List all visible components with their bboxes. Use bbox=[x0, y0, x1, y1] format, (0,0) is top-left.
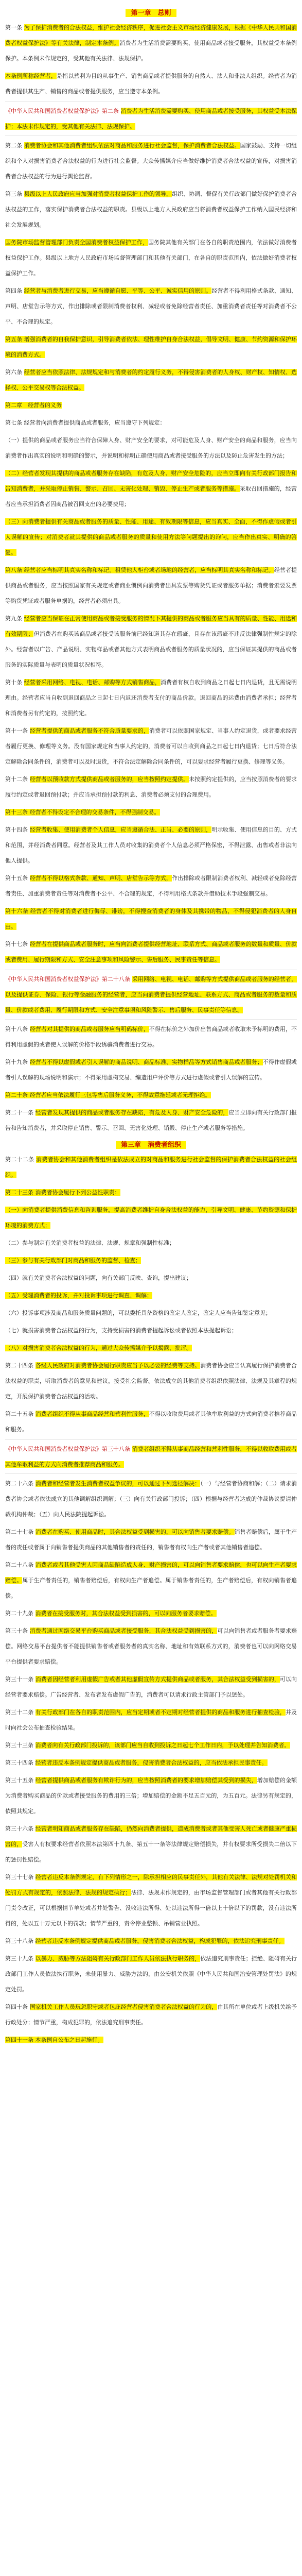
highlighted-text: 经营者应当依照法律、法规规定和与消费者的约定履行义务，不得侵害消费者的人身权、财产权、知情权、选择权、公平交易权等合法权益。 bbox=[5, 369, 297, 391]
paragraph bbox=[5, 466, 297, 512]
paragraph bbox=[5, 1999, 297, 2030]
paragraph-text: 经营者提供商品或者服务，应当按照国家有关规定或者商业惯例向消费者出具发票等购货凭证或者服务单据；消费者索要发票等购货凭证或者服务单据的，经营者必须出具。 bbox=[5, 567, 297, 604]
paragraph-text: 由其所在单位或者上级机关给予行政处分；情节严重，构成犯罪的，依法追究刑事责任。 bbox=[5, 2004, 297, 2026]
paragraph-text: 第二十七条 bbox=[5, 1529, 35, 1535]
paragraph-text: （四）就有关消费者合法权益的问题，向有关部门反映、查询，提出建议； bbox=[5, 1275, 192, 1281]
paragraph bbox=[5, 563, 297, 609]
paragraph bbox=[5, 1341, 297, 1356]
highlighted-text: 消费者向有关行政部门投诉的，该部门应当自收到投诉之日起七个工作日内，予以处理并告知消费者。 bbox=[35, 1742, 290, 1749]
highlighted-text: 经营者提供的商品或者服务不符合质量要求的， bbox=[29, 727, 149, 734]
highlighted-text: 国务院市场监督管理部门负责全国消费者权益保护工作， bbox=[5, 239, 148, 246]
paragraph bbox=[5, 1773, 297, 1819]
highlighted-text: 经营者发现其提供的商品或者服务存在缺陷，有危及人身、财产安全危险的， bbox=[35, 1109, 229, 1116]
highlighted-text: 第十六条 经营者不得对消费者进行侮辱、诽谤，不得搜查消费者的身体及其携带的物品，不得侵犯消费者的人身自由。 bbox=[5, 908, 297, 930]
paragraph bbox=[5, 904, 297, 935]
paragraph-text: 属于生产者责任的，销售者赔偿后，有权向生产者追偿。属于销售者责任的，生产者赔偿后，有权向销售者追偿。 bbox=[5, 1577, 297, 1599]
highlighted-text: 消费者组织不得从事商品经营和营利性服务， bbox=[35, 1411, 149, 1417]
paragraph bbox=[5, 1406, 297, 1437]
highlighted-text: 消费者组织不得从事商品经营和营利性服务，不得以收取费用或者其他牟取利益的方式向消费者推荐商品和服务。 bbox=[5, 1446, 297, 1468]
paragraph-text: 第十五条 bbox=[5, 875, 30, 882]
chapter-heading-text: 第一章 总则 bbox=[126, 9, 176, 17]
paragraph bbox=[5, 2032, 297, 2048]
paragraph-text: 销售者赔偿后，属于生产者的责任或者属于向销售者提供商品的其他销售者的责任的，销售者有权向生产者或者其他销售者追偿。 bbox=[5, 1529, 297, 1551]
paragraph-text: 第七条 经营者向消费者提供商品或者服务，应当遵守下列规定： bbox=[5, 419, 166, 426]
paragraph-text: 第十七条 bbox=[5, 941, 30, 947]
paragraph bbox=[5, 675, 297, 721]
highlighted-text: （三）参与有关行政部门对商品和服务的监督、检查； bbox=[5, 1257, 141, 1264]
highlighted-text: 消费者或者其他受害人因商品缺陷造成人身、财产损害的，可以向销售者要求赔偿，也可以向生产者要求赔偿。 bbox=[5, 1562, 297, 1584]
paragraph-text: 应当立即向有关行政部门报告和告知消费者，并采取停止销售、警示、召回、无害化处理、销毁、停止生产或者服务等措施。 bbox=[5, 1109, 297, 1131]
paragraph bbox=[5, 1022, 297, 1053]
paragraph bbox=[5, 1055, 297, 1086]
paragraph-text: 第二十一条 bbox=[5, 1109, 35, 1116]
paragraph bbox=[5, 1358, 297, 1404]
law-citation: 《中华人民共和国消费者权益保护法》第二条 bbox=[5, 108, 121, 114]
paragraph-text: 第三条 bbox=[5, 191, 24, 197]
paragraph bbox=[5, 1088, 297, 1103]
paragraph-text: 不得以收取费用或者其他牟取利益的方式向消费者推荐商品和服务。 bbox=[5, 1411, 297, 1433]
highlighted-text: 国家机关工作人员玩忽职守或者包庇经营者侵害消费者合法权益的行为的， bbox=[29, 2004, 218, 2010]
highlighted-text: 经营者以预收款方式提供商品或者服务的，应当按照约定提供。 bbox=[29, 776, 189, 783]
paragraph-text: 第三十九条 bbox=[5, 1955, 35, 1962]
paragraph-text: 第三十条 bbox=[5, 1628, 30, 1634]
highlighted-text: 经营者在提供商品或者服务时，应当向消费者提供经营地址、联系方式、商品或者服务的数量和质量、价款或者费用、履行期限和方式、安全注意事项和风险警示、售后服务、民事责任等信息。 bbox=[5, 941, 297, 963]
paragraph-text: 第十四条 bbox=[5, 826, 30, 833]
highlighted-text: 消费者协会和其他消费者组织依法对商品和服务进行社会监督，保护消费者合法权益。 bbox=[24, 142, 240, 149]
paragraph bbox=[5, 1623, 297, 1670]
paragraph bbox=[5, 970, 297, 1020]
paragraph-text: 消费者为生活消费需要购买、使用商品或者接受服务，其权益受本条例保护。本条例未作规定的，受其他有关法律、法规保护。 bbox=[5, 40, 297, 62]
paragraph bbox=[5, 1105, 297, 1136]
highlighted-text: 以暴力、威胁等方法阻碍有关行政部门工作人员依法执行职务的， bbox=[35, 1955, 201, 1962]
paragraph-text: 法律、法规未作规定的，由市场监督管理部门或者其他有关行政部门责令改正，可以根据情节单处或者并处警告、没收违法所得、处以违法所得一倍以上十倍以下的罚款，没有违法所得的，处以五十万元以下的罚款；情节严重的，责令停业整顿、吊销营业执照。 bbox=[5, 1889, 297, 1927]
paragraph-text: 但消费者在购买该商品或者接受该服务前已经知道其存在瑕疵，且存在该瑕疵不违反法律强制性规定的除外。经营者以广告、产品说明、实物样品或者其他方式表明商品或者服务的质量状况的，应当保证其提供的商品或者服务的实际质量与表明的质量状况相符。 bbox=[5, 631, 297, 668]
paragraph-text: 组织、协调、督促有关行政部门做好保护消费者合法权益的工作，落实保护消费者合法权益的职责。县级以上地方人民政府应当将消费者权益保护工作纳入国民经济和社会发展规划。 bbox=[5, 191, 297, 228]
chapter-heading bbox=[5, 1138, 297, 1152]
paragraph bbox=[5, 1235, 297, 1251]
paragraph-text: 第三十七条 bbox=[5, 1874, 35, 1880]
highlighted-text: 消费者协会和其他消费者组织是依法成立的对商品和服务进行社会监督的保护消费者合法权益的社会组织。 bbox=[5, 1156, 297, 1178]
paragraph-text: 第二十九条 bbox=[5, 1610, 35, 1617]
paragraph-text: （一）提供的商品或者服务应当符合保障人身、财产安全的要求，对可能危及人身、财产安全的商品和服务，应当向消费者作出真实的说明和明确的警示，并说明和标明正确使用商品或者接受服务的方法以及防止危害发生的方法； bbox=[5, 437, 297, 459]
highlighted-text: （三）向消费者提供有关商品或者服务的质量、性能、用途、有效期限等信息，应当真实、全面，不得作虚假或者引人误解的宣传；对消费者就其提供的商品或者服务的质量和使用方法等问题提出的询问，应当作出真实、明确的答复。 bbox=[5, 518, 297, 556]
paragraph bbox=[5, 69, 297, 99]
paragraph-text: 第三十一条 bbox=[5, 1676, 35, 1683]
paragraph bbox=[5, 433, 297, 464]
paragraph-text: 消费者有权自收到商品之日起七日内退货，且无需说明理由。经营者应当自收到退回商品之日起七日内返还消费者支付的商品价款。退回商品的运费由消费者承担；经营者和消费者另有约定的，按照约定。 bbox=[5, 679, 297, 717]
paragraph-text: 第三十三条 bbox=[5, 1742, 35, 1749]
paragraph bbox=[5, 138, 297, 184]
paragraph-text: 第一条 bbox=[5, 24, 24, 31]
highlighted-text: 经营者收集、使用消费者个人信息，应当遵循合法、正当、必要的原则， bbox=[29, 826, 212, 833]
paragraph-text: （六）投诉事项涉及商品和服务质量问题的，可以委托具备资格的鉴定人鉴定，鉴定人应当告知鉴定意见； bbox=[5, 1310, 271, 1316]
paragraph-text: 第二十六条 bbox=[5, 1480, 35, 1487]
paragraph bbox=[5, 332, 297, 363]
paragraph bbox=[5, 611, 297, 673]
highlighted-text: 消费者和经营者发生消费者权益争议的，可以通过下列途径解决： bbox=[35, 1480, 201, 1487]
paragraph-text: 第十一条 bbox=[5, 727, 30, 734]
highlighted-text: （八）对损害消费者合法权益的行为，通过大众传播媒介予以揭露、批评。 bbox=[5, 1345, 192, 1351]
paragraph bbox=[5, 822, 297, 869]
highlighted-text: 第八条 经营者应当标明其真实名称和标记。租赁他人柜台或者场地的经营者，应当标明其真实名称和标记。 bbox=[5, 567, 274, 573]
paragraph bbox=[5, 1951, 297, 1997]
paragraph-text: 可以向销售者或者服务者要求赔偿。网络交易平台提供者不能提供销售者或者服务者的真实名称、地址和有效联系方式的，消费者也可以向网络交易平台提供者要求赔偿。 bbox=[5, 1628, 297, 1665]
paragraph bbox=[5, 1934, 297, 1949]
paragraph-text: 第十二条 bbox=[5, 776, 30, 783]
paragraph bbox=[5, 937, 297, 968]
paragraph-text: （七）就损害消费者合法权益的行为，支持受损害的消费者提起诉讼或者依照本法提起诉讼； bbox=[5, 1327, 237, 1334]
highlighted-text: 经营者应当保证在正常使用商品或者接受服务的情况下其提供的商品或者服务应当具有的质量、性能、用途和有效期限； bbox=[5, 615, 297, 637]
paragraph-text: 不得在标价之外加价出售商品或者收取未予标明的费用，不得利用虚假的或者使人误解的价格手段诱骗消费者进行交易。 bbox=[5, 1026, 297, 1048]
highlighted-text: 经营者采用网络、电视、电话、邮购等方式销售商品， bbox=[24, 679, 161, 686]
paragraph-text: 作出排除或者限制消费者权利、减轻或者免除经营者责任、加重消费者责任等对消费者不公平、不合理的规定，不得利用格式条款并借助技术手段强制交易。 bbox=[5, 875, 297, 897]
paragraph bbox=[5, 1738, 297, 1753]
highlighted-text: 第十三条 经营者不得设定不合理的交易条件，不得强制交易。 bbox=[5, 809, 160, 816]
paragraph bbox=[5, 398, 297, 413]
paragraph-text: 第二十五条 bbox=[5, 1411, 35, 1417]
paragraph bbox=[5, 805, 297, 820]
paragraph-text: 增加赔偿的金额为消费者购买商品的价款或者接受服务的费用的三倍；增加赔偿的金额不足五百元的，为五百元。法律另有规定的，依照其规定。 bbox=[5, 1777, 297, 1815]
paragraph-text: 经营者不得利用格式条款、通知、声明、店堂告示等方式，作出排除或者限制消费者权利、减轻或者免除经营者责任、加重消费者责任等对消费者不公平、不合理的规定。 bbox=[5, 287, 297, 325]
paragraph-text: 第三十八条 bbox=[5, 1938, 35, 1944]
paragraph bbox=[5, 1557, 297, 1604]
highlighted-text: 经营者违反本条例规定，有下列情形之一，除承担相应的民事责任外，其他有关法律、法规对处罚机关和处罚方式有规定的，依照法律、法规的规定执行； bbox=[5, 1874, 297, 1896]
paragraph bbox=[5, 1821, 297, 1868]
document-content bbox=[5, 6, 297, 2048]
paragraph-text: 第三十二条 bbox=[5, 1709, 35, 1716]
paragraph bbox=[5, 1323, 297, 1338]
paragraph-text: 第四十条 bbox=[5, 2004, 30, 2010]
paragraph-text: （二）参与制定有关消费者权益的法律、法规、规章和强制性标准； bbox=[5, 1240, 175, 1246]
paragraph-text: 第二条 bbox=[5, 142, 24, 149]
highlighted-text: 县级以上人民政府应当加强对消费者权益保护工作的领导， bbox=[24, 191, 172, 197]
highlighted-text: 经营者明知商品或者服务存在缺陷，仍然向消费者提供，造成消费者或者其他受害人死亡或者健康严重损害的， bbox=[5, 1825, 297, 1848]
paragraph-text: 第十九条 bbox=[5, 1059, 30, 1065]
highlighted-text: 各级人民政府对消费者协会履行职责应当予以必要的经费等支持。 bbox=[35, 1362, 201, 1369]
paragraph-text: 未按照约定提供的，应当按照消费者的要求履行约定或者退回预付款；并应当承担预付款的利息、消费者必须支付的合理费用。 bbox=[5, 776, 297, 798]
chapter-heading bbox=[5, 6, 297, 20]
highlighted-text: 本条例所称经营者， bbox=[5, 73, 57, 79]
highlighted-text: 第二十条 经营者应当依法履行三包等售后服务义务，不得故意拖延或者无理拒绝。 bbox=[5, 1092, 211, 1098]
highlighted-text: 第五条 增强消费者的自我保护意识，引导消费者依法、理性维护自身合法权益，倡导文明、健康、节约资源和保护环境的消费方式。 bbox=[5, 336, 297, 358]
highlighted-text: 第二十三条 消费者协会履行下列公益性职责： bbox=[5, 1189, 120, 1196]
paragraph bbox=[5, 772, 297, 803]
paragraph-text: 依法追究刑事责任；拒绝、阻碍有关行政部门工作人员依法执行职务，未使用暴力、威胁方法的，由公安机关依照《中华人民共和国治安管理处罚法》的规定处罚。 bbox=[5, 1955, 297, 1993]
law-citation: 《中华人民共和国消费者权益保护法》第三十八条 bbox=[5, 1446, 132, 1452]
paragraph bbox=[5, 283, 297, 330]
paragraph bbox=[5, 1288, 297, 1303]
paragraph-text: （一）与经营者协商和解；（二）请求消费者协会或者依法成立的其他调解组织调解；（三）向有关行政部门投诉；（四）根据与经营者达成的仲裁协议提请仲裁机构仲裁；（五）向人民法院提起诉讼。 bbox=[5, 1480, 297, 1518]
paragraph-text: 第二十八条 bbox=[5, 1562, 35, 1568]
paragraph bbox=[5, 514, 297, 561]
highlighted-text: （五）受理消费者的投诉，并对投诉事项进行调查、调解； bbox=[5, 1292, 152, 1299]
paragraph-text: 不得作虚假或者引人误解的现场说明和演示；不得采用虚构交易、编造用户评价等方式进行虚假或者引人误解的宣传。 bbox=[5, 1059, 297, 1081]
paragraph-text: 第三十四条 bbox=[5, 1759, 35, 1766]
paragraph bbox=[5, 415, 297, 431]
paragraph bbox=[5, 1306, 297, 1321]
paragraph-text: 消费者协会应当认真履行保护消费者合法权益的职责，听取消费者的意见和建议，接受社会监督。依法成立的其他消费者组织依照法律、法规及其章程的规定，开展保护消费者合法权益的活动。 bbox=[5, 1362, 297, 1400]
paragraph bbox=[5, 723, 297, 770]
paragraph bbox=[5, 1672, 297, 1703]
paragraph bbox=[5, 365, 297, 396]
paragraph bbox=[5, 20, 297, 66]
paragraph bbox=[5, 1185, 297, 1200]
highlighted-text: 经营者不得以格式条款、通知、声明、店堂告示等方式， bbox=[29, 875, 172, 882]
paragraph bbox=[5, 101, 297, 136]
highlighted-text: 经营者违反本条例规定提供商品或者服务，侵害消费者合法权益，构成犯罪的，依法追究刑事责任。 bbox=[35, 1938, 285, 1944]
paragraph bbox=[5, 1476, 297, 1522]
paragraph-text: 第二十二条 bbox=[5, 1156, 37, 1163]
highlighted-text: 采用网络、电视、电话、邮购等方式提供商品或者服务的经营者，以及提供证券、保险、银行等金融服务的经营者，应当向消费者提供经营地址、联系方式、商品或者服务的数量和质量、价款或者费用、履行期限和方式、安全注意事项和风险警示、售后服务、民事责任等信息。 bbox=[5, 976, 297, 1013]
chapter-heading-text: 第三章 消费者组织 bbox=[116, 1141, 186, 1149]
paragraph-text: 第六条 bbox=[5, 369, 24, 376]
paragraph bbox=[5, 1253, 297, 1268]
paragraph-text: 第三十六条 bbox=[5, 1825, 35, 1832]
paragraph-text: 第四条 bbox=[5, 287, 24, 294]
paragraph bbox=[5, 1755, 297, 1771]
paragraph-text: 国务院其他有关部门在各自的职责范围内，依法做好消费者权益保护工作。县级以上地方人民政府市场监督管理部门和其他有关部门，在各自的职责范围内，依法做好消费者权益保护工作。 bbox=[5, 239, 297, 277]
highlighted-text: 消费者通过网络交易平台购买商品或者接受服务，其合法权益受到损害的， bbox=[29, 1628, 218, 1634]
paragraph bbox=[5, 1152, 297, 1183]
highlighted-text: （二）经营者发现其提供的商品或者服务存在缺陷，有危及人身、财产安全危险的，应当立即向有关行政部门报告和告知消费者，并采取停止销售、警示、召回、无害化处理、销毁、停止生产或者服务等措施。 bbox=[5, 470, 297, 492]
highlighted-text: 消费者因经营者利用虚假广告或者其他虚假宣传方式提供商品或者服务，其合法权益受到损害的， bbox=[35, 1676, 280, 1683]
highlighted-text: 经营者与消费者进行交易，应当遵循自愿、平等、公平、诚实信用的原则。 bbox=[24, 287, 212, 294]
paragraph-text: 消费者可以依照国家规定、当事人约定退货，或者要求经营者履行更换、修理等义务。没有国家规定和当事人约定的，消费者可以自收到商品之日起七日内退货；七日后符合法定解除合同条件的，消费者可以及时退货，不符合法定解除合同条件的，可以要求经营者履行更换、修理等义务。 bbox=[5, 727, 297, 765]
highlighted-text: （一）向消费者提供消费信息和咨询服务，提高消费者维护自身合法权益的能力，引导文明、健康、节约资源和保护环境的消费方式； bbox=[5, 1207, 297, 1229]
highlighted-text: 消费者在接受服务时，其合法权益受到损害的，可以向服务者要求赔偿。 bbox=[35, 1610, 217, 1617]
highlighted-text: 消费者为生活消费需要购买、使用商品或者接受服务，其权益受本法保护；本法未作规定的，受其他有关法律、法规保护。 bbox=[5, 108, 297, 130]
highlighted-text: 经营者对其提供的商品或者服务应当明码标价， bbox=[29, 1026, 149, 1032]
highlighted-text: 第四十一条 本条例自公布之日起施行。 bbox=[5, 2037, 103, 2043]
paragraph bbox=[5, 1270, 297, 1286]
highlighted-text: 第二章 经营者的义务 bbox=[5, 402, 62, 409]
paragraph bbox=[5, 1439, 297, 1474]
highlighted-text: 经营者违反本条例规定提供商品或者服务，侵害消费者合法权益的，应当依法承担民事责任。 bbox=[35, 1759, 268, 1766]
paragraph bbox=[5, 871, 297, 902]
paragraph bbox=[5, 1705, 297, 1736]
highlighted-text: 消费者在购买、使用商品时，其合法权益受到损害的，可以向销售者要求赔偿。 bbox=[35, 1529, 235, 1535]
highlighted-text: 经营者不得以虚假或者引人误解的商品说明、商品标准、实物样品等方式销售商品或者服务； bbox=[29, 1059, 263, 1065]
paragraph-text: 第十八条 bbox=[5, 1026, 30, 1032]
paragraph-text: 明示收集、使用信息的目的、方式和范围，并经消费者同意。经营者及其工作人员对收集的消费者个人信息必须严格保密，不得泄露、出售或者非法向他人提供。 bbox=[5, 826, 297, 864]
paragraph-text: 可以向经营者要求赔偿。广告经营者、发布者发布虚假广告的，消费者可以请求行政主管部门予以惩处。 bbox=[5, 1676, 297, 1698]
paragraph bbox=[5, 1202, 297, 1233]
paragraph bbox=[5, 1524, 297, 1555]
paragraph bbox=[5, 235, 297, 281]
highlighted-text: 经营者提供商品或者服务有欺诈行为的，应当按照消费者的要求增加赔偿其受到的损失， bbox=[35, 1777, 257, 1784]
paragraph-text: 第十条 bbox=[5, 679, 24, 686]
paragraph-text: 第九条 bbox=[5, 615, 24, 622]
highlighted-text: 为了保护消费者的合法权益，维护社会经济秩序，促进社会主义市场经济健康发展，根据《中华人民共和国消费者权益保护法》等有关法律，制定本条例。 bbox=[5, 24, 297, 46]
paragraph-text: 国家鼓励、支持一切组织和个人对损害消费者合法权益的行为进行社会监督。大众传播媒介应当做好维护消费者合法权益的宣传，对损害消费者合法权益的行为进行舆论监督。 bbox=[5, 142, 297, 180]
paragraph-text: 并及时向社会公布抽查检验结果。 bbox=[5, 1709, 297, 1731]
highlighted-text: 有关行政部门在各自的职责范围内，应当定期或者不定期对经营者提供的商品和服务进行抽查检验， bbox=[35, 1709, 286, 1716]
paragraph-text: 第三十五条 bbox=[5, 1777, 35, 1784]
paragraph-text: 第二十四条 bbox=[5, 1362, 35, 1369]
paragraph-text: 是指以营利为目的从事生产、销售商品或者提供服务的自然人、法人和非法人组织。经营者为消费者提供其生产、销售的商品或者提供服务，应当遵守本条例。 bbox=[5, 73, 297, 95]
paragraph-text: 采取召回措施的，经营者应当承担消费者因商品被召回支出的必要费用； bbox=[5, 485, 297, 507]
law-citation: 《中华人民共和国消费者权益保护法》第二十八条 bbox=[5, 976, 132, 982]
paragraph bbox=[5, 1870, 297, 1931]
paragraph bbox=[5, 187, 297, 233]
paragraph bbox=[5, 1606, 297, 1621]
paragraph-text: 受害人有权要求经营者依照本法第四十九条、第五十一条等法律规定赔偿损失，并有权要求所受损失二倍以下的惩罚性赔偿。 bbox=[5, 1841, 297, 1863]
